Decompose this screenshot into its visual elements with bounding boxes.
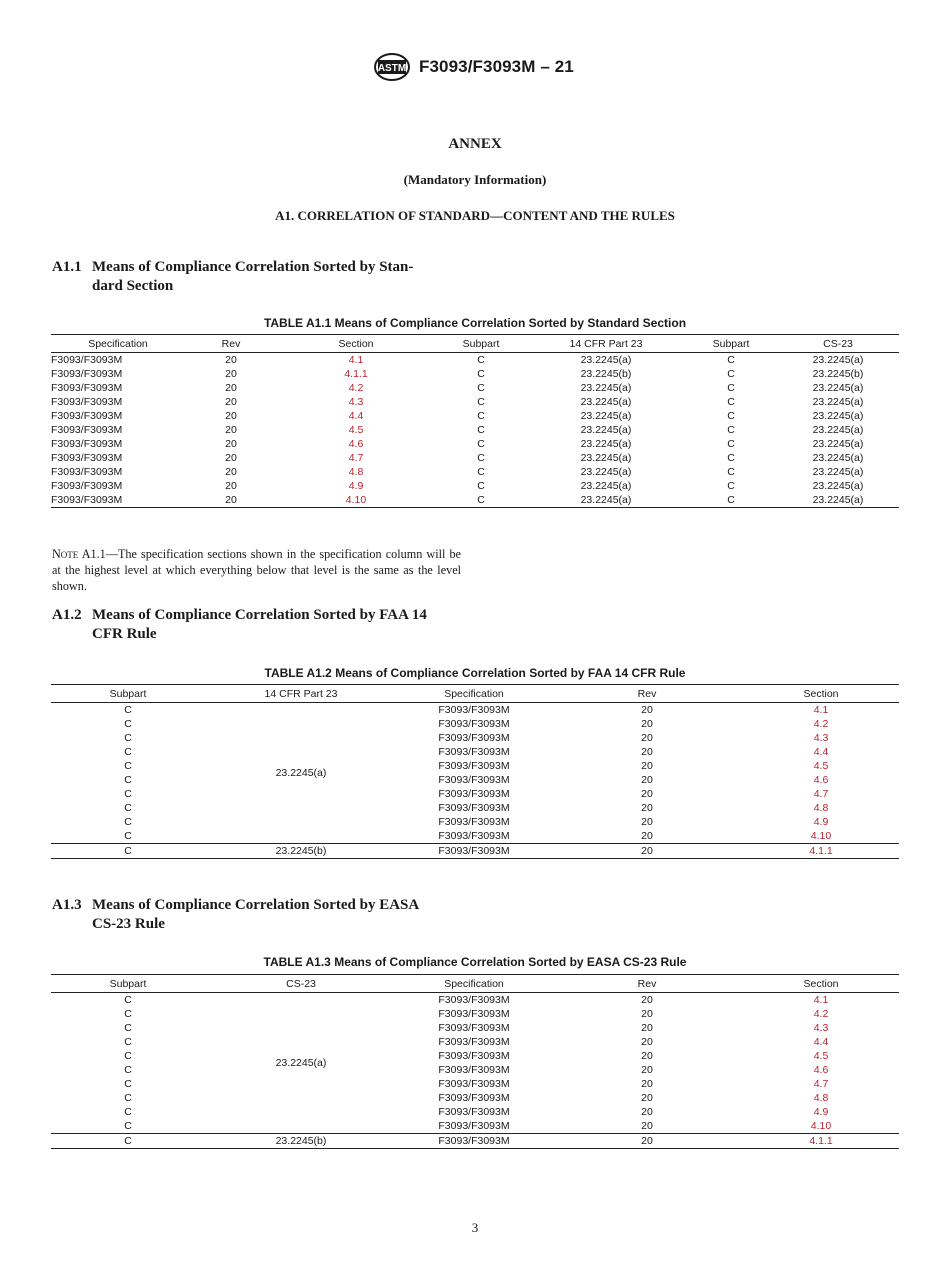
table-row — [51, 1007, 899, 1021]
table-cell: 4.8 — [813, 1092, 829, 1104]
table-cell: 4.2 — [813, 718, 829, 730]
table-cell: C — [51, 844, 205, 859]
table-cell: 4.6 — [813, 774, 829, 786]
table-cell: 23.2245(a) — [812, 466, 864, 478]
table-row — [51, 451, 899, 465]
table-cell: C — [727, 354, 735, 366]
column-header: CS-23 — [205, 975, 397, 993]
annex-subtitle: (Mandatory Information) — [403, 172, 547, 187]
table-cell: 23.2245(a) — [812, 424, 864, 436]
table-row — [51, 815, 899, 829]
table-cell: 20 — [225, 452, 237, 464]
table-cell: 4.6 — [348, 438, 364, 450]
table-cell: 4.1 — [813, 704, 829, 716]
table-cell: C — [124, 802, 132, 814]
table-row — [51, 381, 899, 395]
table-row — [51, 829, 899, 844]
table-row — [51, 409, 899, 423]
table-cell: 4.8 — [348, 466, 364, 478]
table-cell: C — [685, 493, 777, 508]
table-cell: 20 — [185, 493, 277, 508]
table-cell: F3093/F3093M — [438, 732, 510, 744]
table-cell: 4.1.1 — [344, 368, 368, 380]
section-heading-a1-3 — [52, 896, 472, 934]
table-cell: F3093/F3093M — [397, 1134, 551, 1149]
table-row — [51, 1021, 899, 1035]
astm-logo-icon — [372, 52, 412, 82]
table-row — [51, 1091, 899, 1105]
table-cell: C — [124, 732, 132, 744]
table-cell: C — [727, 368, 735, 380]
table-cell: 4.10 — [277, 493, 435, 508]
table-row — [51, 1119, 899, 1134]
table-cell: F3093/F3093M — [51, 480, 123, 492]
table-cell: 20 — [641, 816, 653, 828]
table-cell: 20 — [641, 760, 653, 772]
table-cell: C — [124, 718, 132, 730]
table-cell: C — [477, 368, 485, 380]
table-cell: 4.7 — [813, 788, 829, 800]
table-cell: C — [124, 774, 132, 786]
section-title-line2: CFR Rule — [92, 626, 157, 642]
table-cell: F3093/F3093M — [438, 1064, 510, 1076]
table-cell: 4.4 — [813, 1036, 829, 1048]
table-cell: 4.10 — [810, 830, 832, 842]
table-cell: C — [51, 1134, 205, 1149]
table-cell: C — [727, 410, 735, 422]
table-cell: F3093/F3093M — [438, 1120, 510, 1132]
table-cell: 23.2245(a) — [580, 410, 632, 422]
table-cell: F3093/F3093M — [438, 1078, 510, 1090]
table-cell: 20 — [641, 1078, 653, 1090]
column-header: Subpart — [685, 335, 777, 353]
column-header: Rev — [551, 685, 743, 703]
table-cell: 20 — [225, 354, 237, 366]
table-cell: 4.8 — [813, 802, 829, 814]
table-row — [51, 1077, 899, 1091]
table-cell: 20 — [641, 704, 653, 716]
table-row — [51, 703, 899, 718]
table-cell: 20 — [641, 802, 653, 814]
table-cell: F3093/F3093M — [438, 1022, 510, 1034]
section-number: A1.3 — [52, 897, 82, 913]
annex-title: ANNEX — [448, 136, 502, 152]
column-header: Specification — [51, 335, 185, 353]
table-row — [51, 1035, 899, 1049]
table-cell: C — [477, 382, 485, 394]
table-cell: F3093/F3093M — [438, 802, 510, 814]
table-cell: 4.1 — [813, 994, 829, 1006]
table-cell: C — [477, 354, 485, 366]
table-cell: C — [124, 1064, 132, 1076]
table-cell: 4.5 — [348, 424, 364, 436]
note-text: —The specification sections shown in the specification column will be at the highest level at which everything below that level is the same as the level shown. — [52, 547, 461, 593]
column-header: Section — [743, 975, 899, 993]
table-cell: 23.2245(a) — [812, 410, 864, 422]
table-cell: C — [477, 410, 485, 422]
table-cell: 4.3 — [813, 732, 829, 744]
column-header: 14 CFR Part 23 — [205, 685, 397, 703]
section-number: A1.1 — [52, 259, 82, 275]
table-cell: C — [727, 382, 735, 394]
note-a1-1 — [52, 546, 461, 594]
table-row — [51, 844, 899, 859]
table-cell: 20 — [225, 480, 237, 492]
table-cell: 23.2245(a) — [580, 382, 632, 394]
table-cell: 20 — [641, 718, 653, 730]
table-cell: C — [435, 493, 527, 508]
table-cell: 23.2245(a) — [812, 382, 864, 394]
table-cell: 23.2245(b) — [205, 844, 397, 859]
table-header-row — [51, 335, 899, 353]
document-id: F3093/F3093M – 21 — [419, 57, 574, 76]
table-cell: 4.9 — [813, 816, 829, 828]
table-cell: 20 — [641, 994, 653, 1006]
table-cell: C — [477, 480, 485, 492]
table-cell: 23.2245(a) — [580, 396, 632, 408]
table-cell: C — [124, 994, 132, 1006]
table-row — [51, 1105, 899, 1119]
table-row — [51, 1049, 899, 1063]
column-header: Section — [277, 335, 435, 353]
table-cell: F3093/F3093M — [438, 1050, 510, 1062]
table-cell: F3093/F3093M — [51, 382, 123, 394]
table-cell: F3093/F3093M — [438, 746, 510, 758]
table-cell: 4.2 — [348, 382, 364, 394]
rule-group-cell: 23.2245(a) — [275, 1057, 327, 1069]
table-cell: C — [124, 1078, 132, 1090]
table-cell: 20 — [641, 1092, 653, 1104]
table-cell: 20 — [641, 1050, 653, 1062]
table-cell: 20 — [641, 732, 653, 744]
table-cell: F3093/F3093M — [438, 718, 510, 730]
table-cell: 20 — [641, 746, 653, 758]
table-cell: C — [477, 396, 485, 408]
table-cell: C — [124, 816, 132, 828]
column-header: Subpart — [51, 685, 205, 703]
table-cell: F3093/F3093M — [438, 788, 510, 800]
table-cell: F3093/F3093M — [51, 410, 123, 422]
section-number: A1.2 — [52, 607, 82, 623]
table-cell: 23.2245(a) — [580, 438, 632, 450]
table-cell: 4.6 — [813, 1064, 829, 1076]
table-cell: 4.5 — [813, 760, 829, 772]
table-cell: 23.2245(b) — [812, 368, 864, 380]
table-cell: C — [124, 1036, 132, 1048]
column-header: Subpart — [51, 975, 205, 993]
table-row — [51, 993, 899, 1008]
table-cell: F3093/F3093M — [51, 493, 185, 508]
table-cell: C — [124, 788, 132, 800]
table-cell: 20 — [551, 844, 743, 859]
table-caption-a1-2: TABLE A1.2 Means of Compliance Correlation Sorted by FAA 14 CFR Rule — [264, 666, 686, 680]
table-cell: C — [477, 452, 485, 464]
table-cell: 23.2245(b) — [580, 368, 632, 380]
table-cell: 20 — [641, 1064, 653, 1076]
table-row — [51, 493, 899, 508]
table-a1-1 — [51, 334, 899, 508]
table-cell: 20 — [225, 438, 237, 450]
svg-text:ASTM: ASTM — [377, 63, 407, 74]
table-cell: 23.2245(a) — [812, 452, 864, 464]
table-cell: C — [124, 1120, 132, 1132]
table-cell: C — [727, 396, 735, 408]
table-cell: F3093/F3093M — [51, 452, 123, 464]
column-header: Subpart — [435, 335, 527, 353]
table-row — [51, 479, 899, 493]
table-row — [51, 787, 899, 801]
table-caption-a1-3: TABLE A1.3 Means of Compliance Correlation Sorted by EASA CS-23 Rule — [263, 955, 687, 969]
table-cell: 23.2245(a) — [580, 466, 632, 478]
table-cell: F3093/F3093M — [438, 1036, 510, 1048]
table-cell: F3093/F3093M — [51, 354, 123, 366]
table-row — [51, 465, 899, 479]
table-row — [51, 745, 899, 759]
table-cell: 23.2245(a) — [527, 493, 685, 508]
table-cell: 23.2245(a) — [580, 452, 632, 464]
table-cell: F3093/F3093M — [438, 1092, 510, 1104]
table-cell: 20 — [225, 410, 237, 422]
table-cell: F3093/F3093M — [397, 844, 551, 859]
table-cell: F3093/F3093M — [438, 704, 510, 716]
table-cell: 23.2245(a) — [812, 354, 864, 366]
table-cell: F3093/F3093M — [51, 396, 123, 408]
column-header: Specification — [397, 685, 551, 703]
table-header-row — [51, 975, 899, 993]
table-cell: 4.2 — [813, 1008, 829, 1020]
table-cell: 20 — [641, 1022, 653, 1034]
table-cell: 20 — [641, 1036, 653, 1048]
table-cell: C — [727, 424, 735, 436]
table-cell: 20 — [225, 396, 237, 408]
table-cell: 20 — [551, 1134, 743, 1149]
table-cell: 4.10 — [810, 1120, 832, 1132]
table-cell: 23.2245(a) — [580, 424, 632, 436]
table-cell: 20 — [641, 1106, 653, 1118]
table-a1-3 — [51, 974, 899, 1149]
column-header: 14 CFR Part 23 — [527, 335, 685, 353]
section-heading-a1-1 — [52, 258, 472, 296]
table-cell: 4.4 — [813, 746, 829, 758]
section-title-line2: dard Section — [92, 278, 174, 294]
table-cell: 20 — [641, 1120, 653, 1132]
table-cell: F3093/F3093M — [51, 424, 123, 436]
table-cell: C — [727, 466, 735, 478]
table-cell: 20 — [641, 788, 653, 800]
table-cell: C — [477, 424, 485, 436]
table-cell: 4.3 — [813, 1022, 829, 1034]
table-cell: C — [124, 746, 132, 758]
table-a1-2 — [51, 684, 899, 859]
table-cell: F3093/F3093M — [438, 774, 510, 786]
table-cell: F3093/F3093M — [438, 1008, 510, 1020]
table-cell: 20 — [225, 382, 237, 394]
table-cell: C — [124, 704, 132, 716]
table-cell: 4.1.1 — [743, 844, 899, 859]
table-row — [51, 773, 899, 787]
table-row — [51, 437, 899, 451]
table-cell: 4.9 — [348, 480, 364, 492]
table-header-row — [51, 685, 899, 703]
table-cell: C — [477, 438, 485, 450]
table-cell: 4.9 — [813, 1106, 829, 1118]
table-cell: F3093/F3093M — [438, 830, 510, 842]
table-row — [51, 801, 899, 815]
table-row — [51, 423, 899, 437]
column-header: Section — [743, 685, 899, 703]
table-cell: C — [124, 1022, 132, 1034]
table-cell: F3093/F3093M — [438, 1106, 510, 1118]
table-cell: 20 — [641, 830, 653, 842]
table-cell: C — [124, 1050, 132, 1062]
table-row — [51, 353, 899, 368]
section-heading-a1-2 — [52, 606, 472, 644]
table-row — [51, 717, 899, 731]
table-cell: 23.2245(a) — [812, 480, 864, 492]
table-cell: 23.2245(a) — [812, 396, 864, 408]
table-cell: 4.7 — [348, 452, 364, 464]
table-cell: F3093/F3093M — [438, 994, 510, 1006]
table-cell: F3093/F3093M — [438, 760, 510, 772]
table-cell: C — [124, 1106, 132, 1118]
column-header: Rev — [551, 975, 743, 993]
table-row — [51, 1134, 899, 1149]
table-cell: C — [727, 452, 735, 464]
table-cell: 23.2245(a) — [580, 354, 632, 366]
table-cell: 20 — [641, 774, 653, 786]
table-cell: C — [727, 438, 735, 450]
section-title-line1: Means of Compliance Correlation Sorted by Stan- — [92, 259, 414, 275]
table-cell: F3093/F3093M — [51, 438, 123, 450]
table-cell: 4.1.1 — [743, 1134, 899, 1149]
table-cell: 23.2245(b) — [205, 1134, 397, 1149]
column-header: Rev — [185, 335, 277, 353]
rule-group-cell: 23.2245(a) — [275, 767, 327, 779]
table-cell: 4.7 — [813, 1078, 829, 1090]
section-title-line2: CS-23 Rule — [92, 916, 165, 932]
column-header: Specification — [397, 975, 551, 993]
table-cell: 23.2245(a) — [777, 493, 899, 508]
table-cell: 4.4 — [348, 410, 364, 422]
page-header — [0, 50, 950, 84]
table-cell: C — [124, 760, 132, 772]
table-cell: F3093/F3093M — [51, 368, 123, 380]
table-cell: 20 — [641, 1008, 653, 1020]
table-cell: 23.2245(a) — [812, 438, 864, 450]
table-cell: F3093/F3093M — [438, 816, 510, 828]
table-cell: C — [727, 480, 735, 492]
section-title-line1: Means of Compliance Correlation Sorted by EASA — [92, 897, 420, 913]
column-header: CS-23 — [777, 335, 899, 353]
table-row — [51, 731, 899, 745]
table-row — [51, 367, 899, 381]
table-cell: 23.2245(a) — [580, 480, 632, 492]
table-cell: 20 — [225, 424, 237, 436]
table-row — [51, 395, 899, 409]
note-label: Note A1.1 — [52, 547, 106, 561]
table-cell: C — [124, 1092, 132, 1104]
annex-heading: A1. CORRELATION OF STANDARD—CONTENT AND THE RULES — [275, 208, 675, 223]
table-cell: C — [124, 830, 132, 842]
table-row — [51, 1063, 899, 1077]
table-cell: C — [477, 466, 485, 478]
table-cell: 20 — [225, 368, 237, 380]
table-cell: 4.5 — [813, 1050, 829, 1062]
table-cell: 4.3 — [348, 396, 364, 408]
table-cell: F3093/F3093M — [51, 466, 123, 478]
table-row — [51, 759, 899, 773]
table-caption-a1-1: TABLE A1.1 Means of Compliance Correlation Sorted by Standard Section — [263, 316, 687, 330]
table-cell: 4.1 — [348, 354, 364, 366]
table-cell: 20 — [225, 466, 237, 478]
page-number: 3 — [471, 1220, 479, 1235]
table-cell: C — [124, 1008, 132, 1020]
section-title-line1: Means of Compliance Correlation Sorted by FAA 14 — [92, 607, 427, 623]
